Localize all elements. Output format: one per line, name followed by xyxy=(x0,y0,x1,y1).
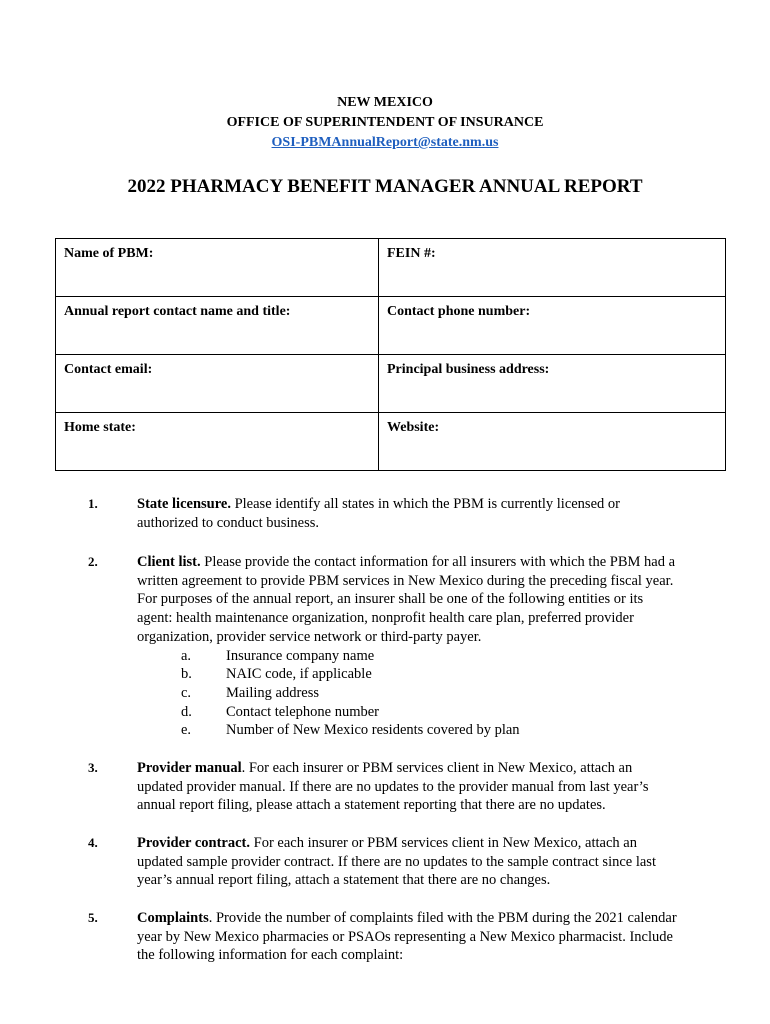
contact-email-field[interactable]: Contact email: xyxy=(56,355,379,413)
sub-item-text: Mailing address xyxy=(226,684,320,701)
fein-field[interactable]: FEIN #: xyxy=(379,239,726,297)
sub-item-letter: a. xyxy=(181,647,192,664)
item-body xyxy=(137,495,677,532)
table-row xyxy=(56,239,726,297)
item-text: . Provide the number of complaints filed with the PBM during the 2021 calendar year by New Mexico pharmacies or PSAOs representing a New Mexico pharmacist. Include the following information for each complaint: xyxy=(137,910,677,964)
office-name: OFFICE OF SUPERINTENDENT OF INSURANCE xyxy=(226,115,544,130)
contact-name-field[interactable]: Annual report contact name and title: xyxy=(56,297,379,355)
item-body xyxy=(137,553,677,740)
sub-item-letter: e. xyxy=(181,722,192,739)
sub-item-text: Number of New Mexico residents covered by plan xyxy=(226,722,520,739)
email-link[interactable]: OSI-PBMAnnualReport@state.nm.us xyxy=(271,135,499,150)
item-text: Please provide the contact information for all insurers with which the PBM had a written agreement to provide PBM services in New Mexico during the preceding fiscal year. For purposes of the annual report, an insurer shall be one of the following entities or its agent: health maintenance organization, nonprofit health care plan, preferred provider organization, provider service network or third-party payer. xyxy=(137,554,675,645)
sub-item-text: Insurance company name xyxy=(226,647,375,664)
sub-item xyxy=(137,665,677,684)
table-row xyxy=(56,355,726,413)
sub-item-text: Contact telephone number xyxy=(226,703,380,720)
item-body xyxy=(137,759,677,815)
table-row xyxy=(56,297,726,355)
sub-item-letter: d. xyxy=(181,703,192,720)
table-row xyxy=(56,413,726,471)
contact-phone-field[interactable]: Contact phone number: xyxy=(379,297,726,355)
item-number: 2. xyxy=(88,554,98,569)
item-number: 4. xyxy=(88,835,98,850)
business-address-field[interactable]: Principal business address: xyxy=(379,355,726,413)
item-heading: State licensure. xyxy=(137,496,231,512)
page-title: 2022 PHARMACY BENEFIT MANAGER ANNUAL REPORT xyxy=(127,176,643,197)
item-text: For each insurer or PBM services client in New Mexico, attach an updated sample provider contract. If there are no updates to the sample contract since last year’s annual report filing, attach a statement that there are no changes. xyxy=(137,835,656,889)
item-heading: Provider contract. xyxy=(137,835,251,851)
state-name: NEW MEXICO xyxy=(337,95,433,110)
sub-item-text: NAIC code, if applicable xyxy=(226,666,372,683)
item-text: Please identify all states in which the PBM is currently licensed or authorized to conduct business. xyxy=(137,496,620,531)
sub-item xyxy=(137,721,677,740)
document-header xyxy=(0,93,770,153)
item-number: 5. xyxy=(88,910,98,925)
home-state-field[interactable]: Home state: xyxy=(56,413,379,471)
item-heading: Complaints xyxy=(137,910,209,926)
item-body xyxy=(137,834,677,890)
pbm-info-table xyxy=(55,238,726,471)
sub-item xyxy=(137,647,677,666)
pbm-name-field[interactable]: Name of PBM: xyxy=(56,239,379,297)
sub-item-letter: b. xyxy=(181,666,192,683)
item-heading: Client list. xyxy=(137,554,201,570)
item-body xyxy=(137,909,677,965)
item-heading: Provider manual xyxy=(137,760,242,776)
item-number: 3. xyxy=(88,760,98,775)
website-field[interactable]: Website: xyxy=(379,413,726,471)
sub-item-letter: c. xyxy=(181,684,192,701)
sub-item xyxy=(137,703,677,722)
sub-item xyxy=(137,684,677,703)
item-number: 1. xyxy=(88,496,98,511)
item-text: . For each insurer or PBM services client in New Mexico, attach an updated provider manual. If there are no updates to the provider manual from last year’s annual report filing, please attach a statement reporting that there are no updates. xyxy=(137,760,649,814)
